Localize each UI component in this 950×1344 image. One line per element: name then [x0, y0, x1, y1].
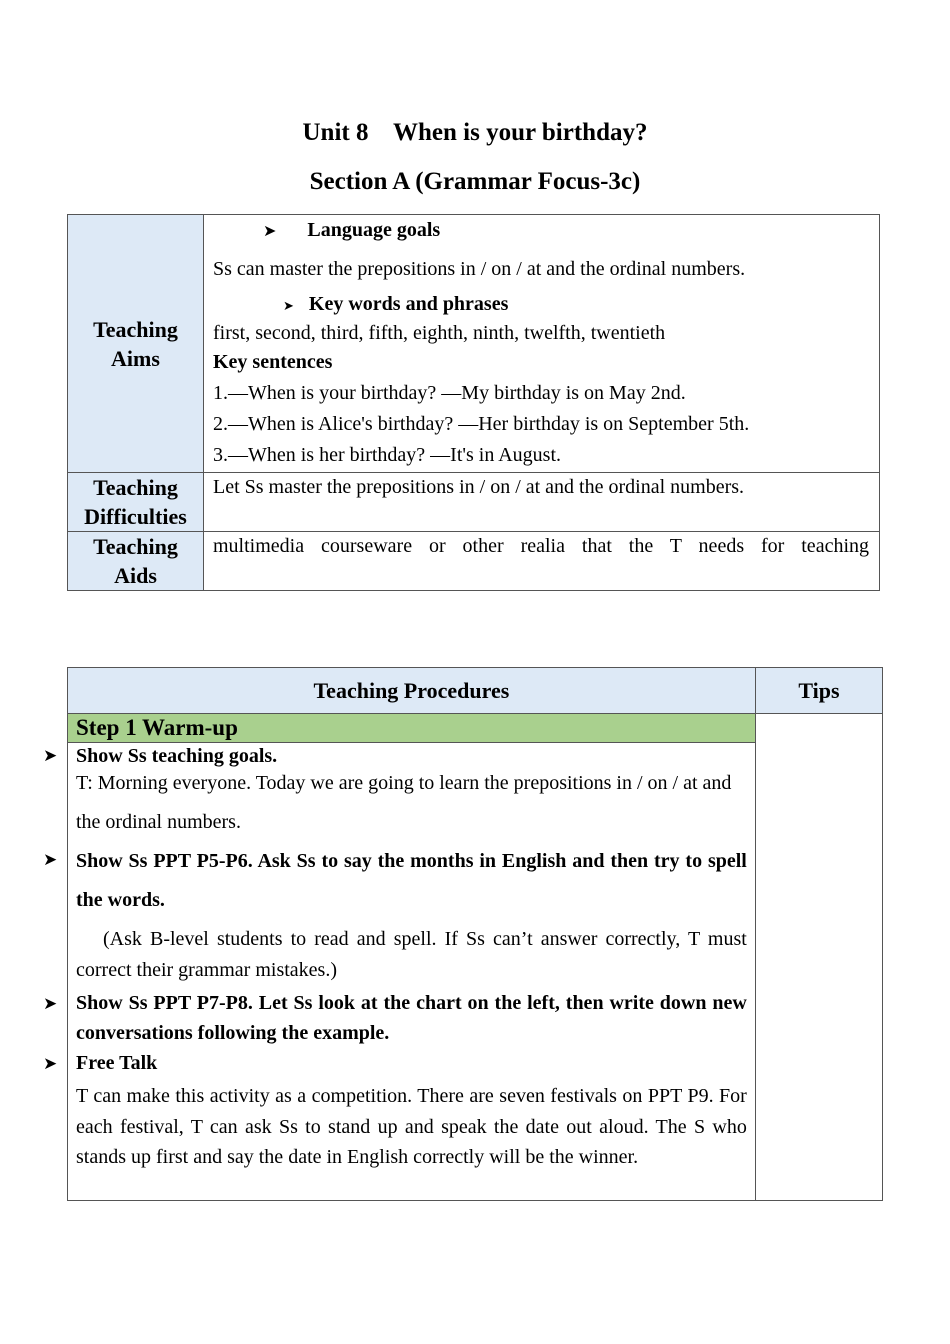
procedures-header: Teaching Procedures	[68, 668, 756, 714]
item-text: T can make this activity as a competition. There are seven festivals on PPT P9. For each festival, T can ask Ss to stand up and speak the date out aloud. The S who stands up first and say the date in English correctly will be the winner.	[76, 1085, 747, 1168]
difficulties-row	[68, 473, 880, 532]
arrow-bullet-icon: ➤	[43, 746, 58, 766]
sentence-line: 3.—When is her birthday? —It's in August.	[213, 444, 561, 466]
item-text: (Ask B-level students to read and spell. If Ss can’t answer correctly, T must correct their grammar mistakes.)	[76, 928, 747, 981]
difficulties-content	[204, 473, 880, 532]
arrow-bullet-icon: ➤	[263, 221, 277, 240]
aids-label	[68, 532, 204, 591]
item-heading: Show Ss PPT P5-P6. Ask Ss to say the months in English and then try to spell the words.	[76, 850, 747, 911]
aids-label-line2: Aids	[114, 563, 157, 588]
aims-label	[68, 215, 204, 473]
key-words-heading: ➤ Key words and phrases	[213, 291, 869, 320]
aims-row	[68, 215, 880, 473]
aims-label-line1: Teaching	[93, 316, 178, 342]
difficulties-label-line1: Teaching	[93, 475, 178, 500]
arrow-bullet-icon: ➤	[43, 1054, 58, 1074]
key-sentences-heading: Key sentences	[213, 351, 333, 373]
step-row	[68, 714, 883, 743]
step-title: Step 1 Warm-up	[68, 714, 756, 743]
sentence-line: 2.—When is Alice's birthday? —Her birthday is on September 5th.	[213, 413, 750, 435]
item-text: T: Morning everyone. Today we are going to learn the prepositions in / on / at and the ordinal numbers.	[76, 772, 732, 833]
procedure-item	[43, 842, 747, 986]
procedures-header-row	[68, 668, 883, 714]
aids-content	[204, 532, 880, 591]
item-heading: Show Ss PPT P7-P8. Let Ss look at the chart on the left, then write down new conversations following the example.	[76, 992, 747, 1044]
item-heading: Show Ss teaching goals.	[76, 745, 278, 767]
aids-text: multimedia courseware or other realia that the T needs for teaching	[213, 535, 869, 557]
item-heading: Free Talk	[76, 1052, 158, 1074]
arrow-bullet-icon: ➤	[43, 850, 58, 870]
aims-content	[204, 215, 880, 473]
difficulties-label-line2: Difficulties	[84, 504, 187, 529]
tips-cell	[755, 714, 882, 1201]
difficulties-label	[68, 473, 204, 532]
language-goals-text: Ss can master the prepositions in / on / at and the ordinal numbers.	[213, 258, 746, 280]
aids-label-line1: Teaching	[93, 534, 178, 559]
difficulties-text: Let Ss master the prepositions in / on / at and the ordinal numbers.	[213, 476, 745, 498]
aims-label-line2: Aims	[111, 345, 160, 371]
document-subtitle: Section A (Grammar Focus-3c)	[309, 168, 641, 195]
procedure-item	[43, 1048, 747, 1173]
document-title: Unit 8 When is your birthday?	[302, 119, 648, 146]
procedure-item	[43, 988, 747, 1048]
procedure-item	[43, 743, 747, 842]
tips-header: Tips	[755, 668, 882, 714]
arrow-bullet-icon: ➤	[283, 299, 294, 314]
language-goals-heading: ➤ Language goals	[213, 215, 869, 246]
teaching-procedures-table	[43, 667, 883, 1201]
teaching-aims-table	[67, 214, 880, 591]
key-words-text: first, second, third, fifth, eighth, ninth, twelfth, twentieth	[213, 322, 666, 344]
aids-row	[68, 532, 880, 591]
sentence-line: 1.—When is your birthday? —My birthday is on May 2nd.	[213, 382, 686, 404]
procedure-content	[43, 743, 756, 1201]
arrow-bullet-icon: ➤	[43, 994, 58, 1014]
